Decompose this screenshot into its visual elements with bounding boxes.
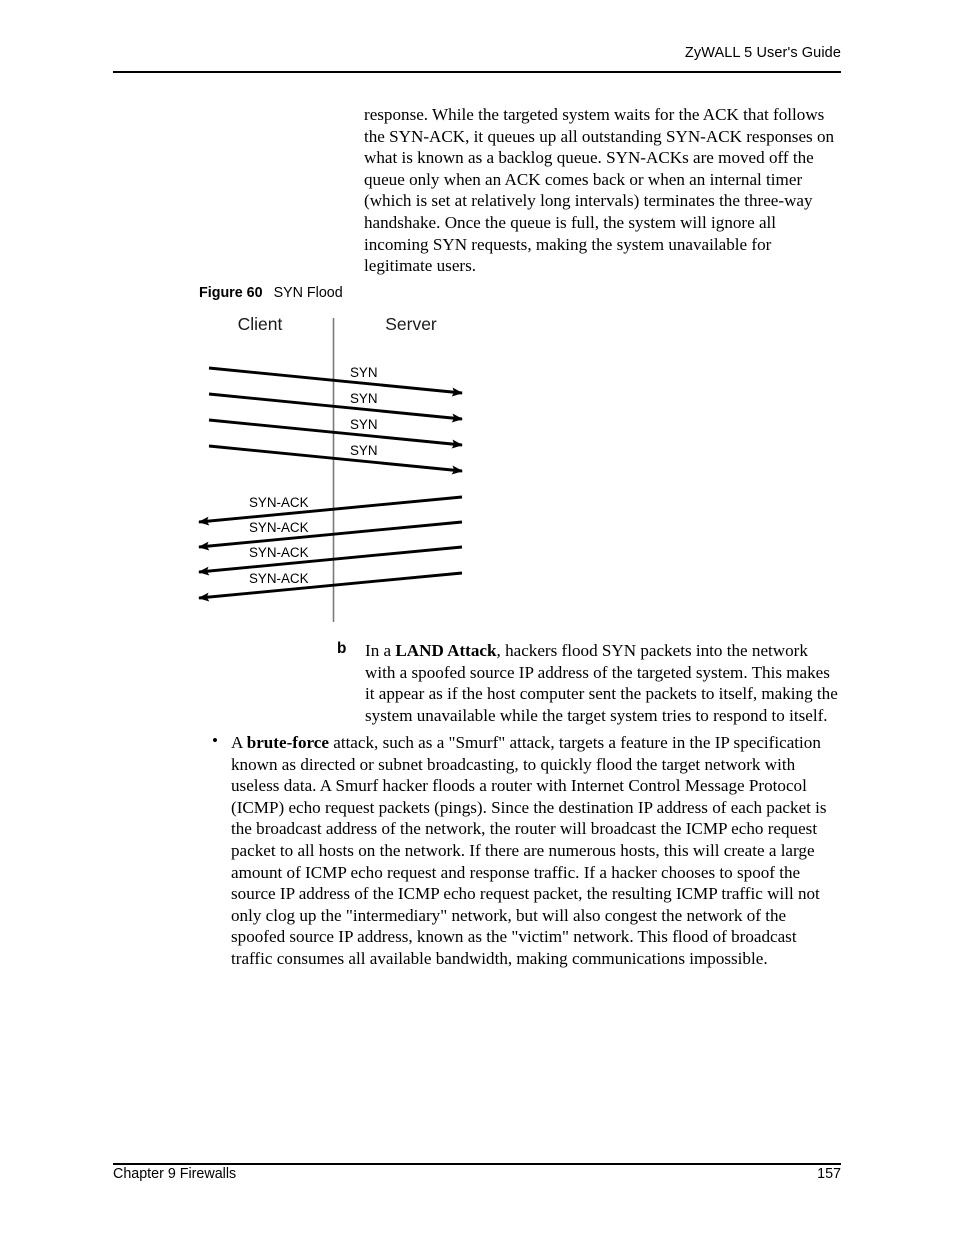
lane-label-server: Server xyxy=(385,314,437,334)
lane-label-client: Client xyxy=(237,314,283,334)
message-label-synack-3: SYN-ACK xyxy=(249,545,309,560)
message-label-syn-4: SYN xyxy=(350,443,378,458)
header-rule xyxy=(113,71,841,73)
message-arrow-synack-2 xyxy=(199,520,462,547)
message-arrow-synack-4 xyxy=(199,571,462,598)
list-item-bullet-marker: • xyxy=(212,731,218,750)
list-item-bullet-emphasis: brute-force xyxy=(246,733,329,752)
list-item-bullet-rest: attack, such as a "Smurf" attack, targets a feature in the IP specification known as directed or subnet broadcasting, to quickly flood the target network with useless data. A Smurf hacker floods a router with Internet Control Message Protocol (ICMP) echo request packets (pings). Since the destination IP address of each packet is the broadcast address of the network, the router will broadcast the ICMP echo request packet to all hosts on the network. If there are numerous hosts, this will create a large amount of ICMP echo request and response traffic. If a hacker chooses to spoof the source IP address of the ICMP echo request packet, the resulting ICMP traffic will not only clog up the "intermediary" network, but will also congest the network of the spoofed source IP address, known as the "victim" network. This flood of broadcast traffic consumes all available bandwidth, making communications impossible. xyxy=(231,733,827,968)
figure-label: Figure 60 xyxy=(199,285,263,301)
message-label-syn-2: SYN xyxy=(350,391,378,406)
message-label-synack-2: SYN-ACK xyxy=(249,520,309,535)
message-arrow-synack-3 xyxy=(199,545,462,572)
message-arrow-synack-1 xyxy=(199,495,462,522)
syn-flood-sequence-diagram xyxy=(190,306,490,631)
message-label-synack-4: SYN-ACK xyxy=(249,571,309,586)
figure-caption xyxy=(199,285,343,301)
list-item-brute-force xyxy=(212,732,842,970)
list-item-b-lead-in: In a xyxy=(365,641,396,660)
list-item-land-attack xyxy=(337,640,842,726)
page-footer xyxy=(113,1166,841,1182)
list-item-bullet-body xyxy=(231,732,842,970)
list-item-b-emphasis: LAND Attack xyxy=(395,641,497,660)
message-arrow-syn-3 xyxy=(209,417,462,445)
list-item-b-rest: , hackers flood SYN packets into the network with a spoofed source IP address of the targeted system. This makes it appear as if the host computer sent the packets to itself, making the system unavailable while the target system tries to respond to itself. xyxy=(365,641,838,725)
page-header xyxy=(113,44,841,62)
message-label-syn-3: SYN xyxy=(350,417,378,432)
list-item-bullet-lead-in: A xyxy=(231,733,247,752)
footer-chapter: Chapter 9 Firewalls xyxy=(113,1166,237,1182)
list-item-b-body xyxy=(365,640,842,726)
message-arrow-syn-1 xyxy=(209,365,462,393)
footer-page-number: 157 xyxy=(817,1166,841,1182)
footer-rule xyxy=(113,1163,841,1165)
page-header-title: ZyWALL 5 User's Guide xyxy=(684,45,841,61)
message-arrow-syn-2 xyxy=(209,391,462,419)
list-item-marker-b: b xyxy=(337,640,347,657)
message-arrow-syn-4 xyxy=(209,443,462,471)
message-label-synack-1: SYN-ACK xyxy=(249,495,309,510)
paragraph-intro: response. While the targeted system waits for the ACK that follows the SYN-ACK, it queues up all outstanding SYN-ACK responses on what is known as a backlog queue. SYN-ACKs are moved off the queue only when an ACK comes back or when an internal timer (which is set at relatively long intervals) terminates the three-way handshake. Once the queue is full, the system will ignore all incoming SYN requests, making the system unavailable for legitimate users. xyxy=(364,105,835,276)
figure-title: SYN Flood xyxy=(273,285,343,301)
message-label-syn-1: SYN xyxy=(350,365,378,380)
